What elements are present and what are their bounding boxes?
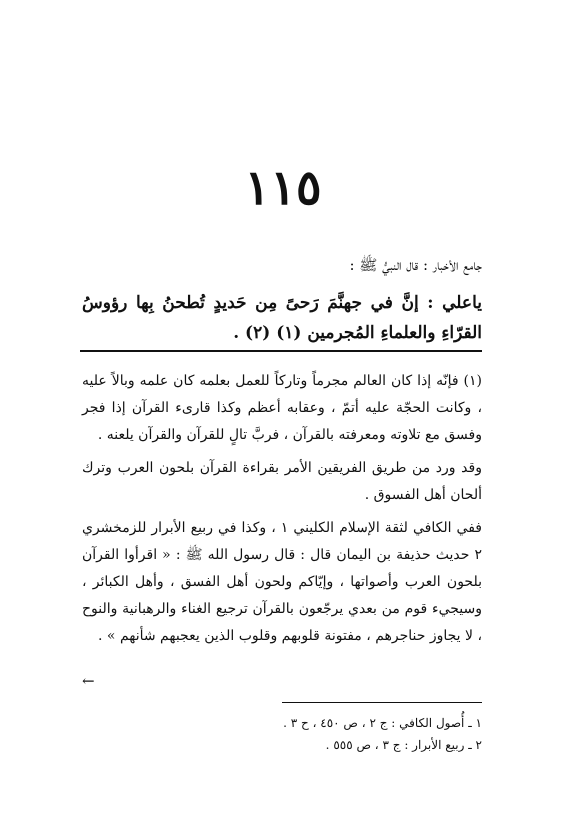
hadith-source: جامع الأخبار : قال النبيُّ ﷺ : (349, 256, 482, 274)
commentary-paragraph: (١) فإنّه إذا كان العالم مجرماً وتاركاً للعمل بعلمه كان علمه وبالاً عليه ، وكانت الحجّة عليه أتمّ ، وعقابه أعظم وكذا قارىء القرآن إذا فجر وفسق مع تلاوته ومعرفته بالقرآن ، فربَّ تالٍ للقرآن والقرآن يلعنه . (82, 373, 482, 443)
text-divider (80, 350, 482, 352)
footnotes (82, 712, 482, 756)
continue-arrow-icon: ← (82, 672, 95, 690)
commentary-paragraph: ففي الكافي لثقة الإسلام الكليني ١ ، وكذا في ربيع الأبرار للزمخشري ٢ حديث حذيفة بن اليمان قال : قال رسول الله ﷺ : « اقرأوا القرآن بلحون العرب وأصواتها ، وإيّاكم ولحون أهل الفسق ، وأهل الكبائر ، وسيجيء قوم من بعدي يرجّعون بالقرآن ترجيع الغناء والرهبانية والنوح ، لا يجاوز حناجرهم ، مفتونة قلوبهم وقلوب الذين يعجبهم شأنهم » . (82, 520, 482, 644)
footnote: ٢ ـ ربيع الأبرار : ج ٣ ، ص ٥٥٥ . (325, 738, 482, 752)
commentary (82, 368, 482, 656)
commentary-paragraph: وقد ورد من طريق الفريقين الأمر بقراءة القرآن بلحون العرب وترك ألحان أهل الفسوق . (82, 460, 482, 503)
footnote: ١ ـ أُصول الكافي : ج ٢ ، ص ٤٥٠ ، ح ٣ . (283, 716, 482, 730)
hadith-text: ياعلي : إنَّ في جهنَّمَ رَحىً مِن حَديدٍ تُطحنُ بِها رؤوسُ القرّاءِ والعلماءِ المُجرمين (١) (٢) . (82, 293, 482, 343)
footnote-divider (282, 702, 482, 703)
hadith-number: ١١٥ (244, 160, 322, 216)
